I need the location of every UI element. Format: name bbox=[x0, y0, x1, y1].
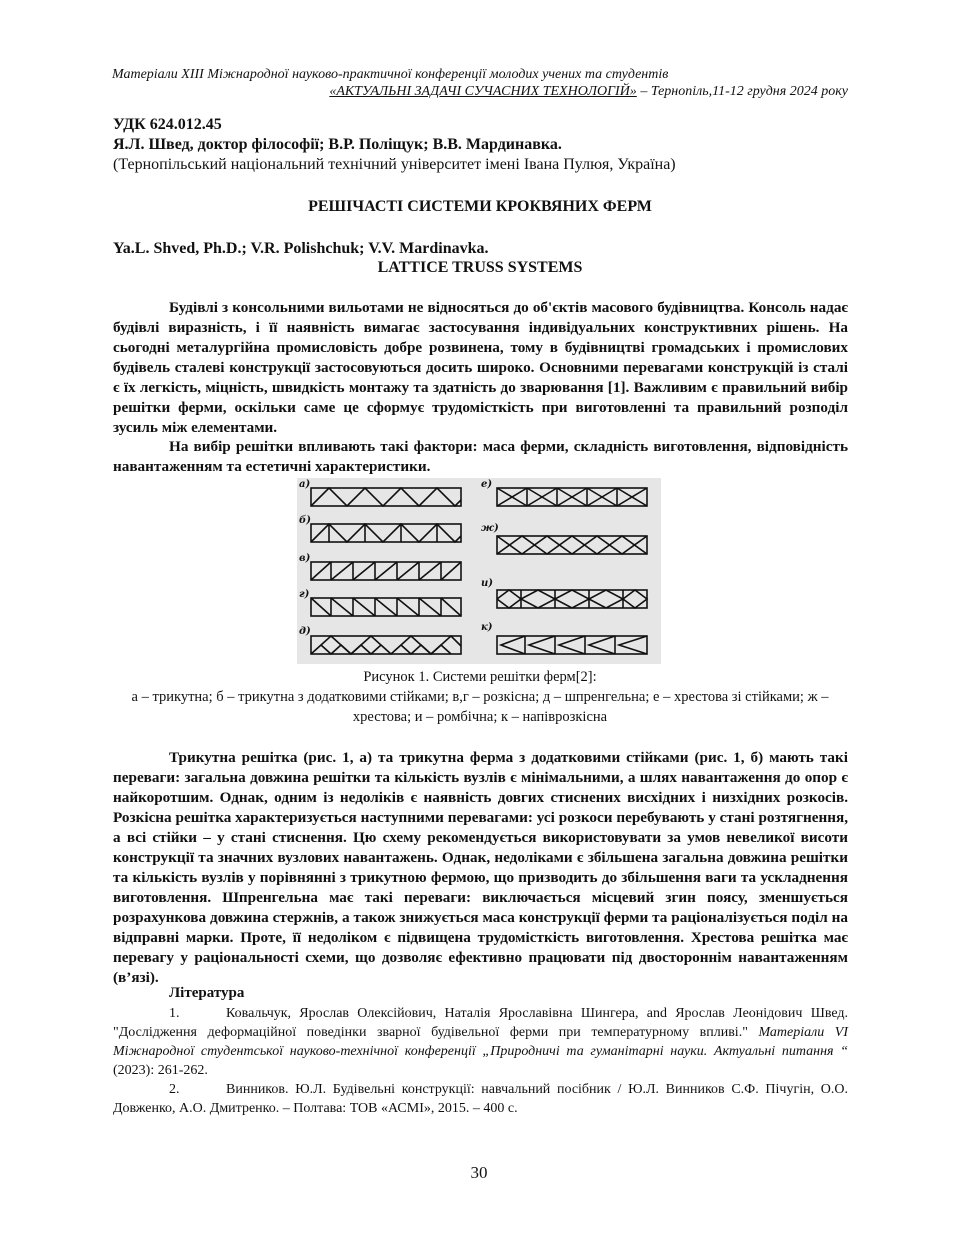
conference-place-date: – Тернопіль,11-12 грудня 2024 року bbox=[636, 84, 848, 99]
paragraph-intro: Будівлі з консольними вильотами не відносяться до об'єктів масового будівництва. Консоль надає будівлі виразність, і її наявність вимагає застосування індивідуальних конструктивних рішень. На сьогодні металургійна промисловість добре розвинена, тому в будівництві громадських і промислових будівель сталеві конструкції застосовуються досить широко. Основними перевагами конструкцій із сталі є їх легкість, міцність, швидкість монтажу та здатність до зварювання [1]. Важливим є правильний вибір решітки ферми, оскільки саме це сформує трудомісткість при виготовленні та правильний розподіл зусиль між елементами. bbox=[113, 299, 848, 436]
literature-heading: Література bbox=[169, 985, 245, 1001]
truss-i bbox=[497, 590, 647, 608]
truss-v bbox=[311, 562, 461, 580]
authors-ua: Я.Л. Швед, доктор філософії; В.Р. Поліщук; В.В. Мардинавка. bbox=[113, 136, 562, 153]
reference-2: 2. Винников. Ю.Л. Будівельні конструкції: навчальний посібник / Ю.Л. Винников С.Ф. Пічугін, О.О. Довженко, А.О. Дмитренко. – Полтава: ТОВ «АСМІ», 2015. – 400 с. bbox=[113, 1082, 848, 1116]
truss-figure bbox=[297, 478, 661, 664]
truss-g bbox=[311, 598, 461, 616]
reference-1: 1. Ковальчук, Ярослав Олексійович, Наталія Ярославівна Шингера, and Ярослав Леонідович Швед. "Дослідження деформаційної поведінки зварної будівельної ферми при температурному впливі." Матеріали VI Міжнародної студентської науково-технічної конференції „Природничі та гуманітарні науки. Актуальні питання “ (2023): 261-262. bbox=[113, 1006, 848, 1078]
truss-b bbox=[311, 524, 461, 542]
truss-zh bbox=[497, 536, 647, 554]
running-header-line2 bbox=[112, 83, 848, 100]
reference-number: 1. bbox=[169, 1006, 180, 1021]
label-b: б) bbox=[299, 515, 311, 526]
label-d: д) bbox=[299, 626, 311, 637]
truss-k bbox=[497, 636, 647, 654]
truss-a bbox=[311, 488, 461, 506]
paragraph-analysis: Трикутна решітка (рис. 1, а) та трикутна ферма з додатковими стійками (рис. 1, б) мають такі переваги: загальна довжина решітки та кількість вузлів є мінімальними, а шлях навантаження до опор є найкоротшим. Однак, одним із недоліків є наявність довгих стиснених висхідних і низхідних розкосів. Розкісна решітка характеризується наступними перевагами: усі розкоси перебувають у стані розтягнення, а всі стійки – у стані стиснення. Цю схему рекомендується використовувати за умов невеликої висоти конструкції та значних вузлових навантажень. Однак, недоліками є збільшена загальна довжина решітки та кількість вузлів у порівнянні з трикутною фермою, що призводить до збільшення ваги та ускладнення виготовлення. Шпренгельна має такі переваги: виключається місцевий згин поясу, зменшується розрахункова довжина стержнів, а також знижується маса конструкції ферми та раціоналізується поділ на відправні марки. Проте, її недоліком є підвищена трудомісткість виготовлення. Хрестова решітка має перевагу у раціональності схеми, що дозволяє ефективно працювати під двостороннім навантаженням (в’язі). bbox=[113, 749, 848, 986]
figure-caption-title: Рисунок 1. Системи решітки ферм[2]: bbox=[363, 669, 597, 685]
authors-en: Ya.L. Shved, Ph.D.; V.R. Polishchuk; V.V. Mardinavka. bbox=[113, 240, 489, 257]
truss-diagrams bbox=[297, 478, 661, 664]
conference-name: «АКТУАЛЬНІ ЗАДАЧІ СУЧАСНИХ ТЕХНОЛОГІЙ» bbox=[329, 84, 637, 99]
label-k: к) bbox=[481, 622, 493, 633]
paper-title-en: LATTICE TRUSS SYSTEMS bbox=[377, 259, 583, 276]
label-e: е) bbox=[481, 479, 493, 490]
udk-code: УДК 624.012.45 bbox=[113, 116, 222, 133]
affiliation: (Тернопільський національний технічний університет імені Івана Пулюя, Україна) bbox=[113, 156, 676, 173]
running-header-line1: Матеріали ХІІІ Міжнародної науково-практичної конференції молодих учених та студентів bbox=[112, 67, 669, 82]
label-v: в) bbox=[299, 553, 311, 564]
truss-e bbox=[497, 488, 647, 506]
label-a: а) bbox=[299, 479, 311, 490]
paragraph-factors: На вибір решітки впливають такі фактори: маса ферми, складність виготовлення, відповідність навантаженням та естетичні характеристики. bbox=[113, 438, 848, 475]
label-g: г) bbox=[299, 589, 310, 600]
truss-d bbox=[311, 636, 461, 654]
label-i: и) bbox=[481, 578, 494, 589]
paper-title-ua: РЕШІЧАСТІ СИСТЕМИ КРОКВЯНИХ ФЕРМ bbox=[308, 198, 652, 215]
page-number: 30 bbox=[470, 1163, 488, 1182]
reference-number: 2. bbox=[169, 1082, 180, 1097]
figure-caption bbox=[112, 667, 848, 727]
label-zh: ж) bbox=[481, 523, 499, 534]
figure-caption-legend: а – трикутна; б – трикутна з додатковими стійками; в,г – розкісна; д – шпренгельна; е – хрестова зі стійками; ж – хрестова; и – ромбічна; к – напіврозкісна bbox=[131, 689, 829, 725]
